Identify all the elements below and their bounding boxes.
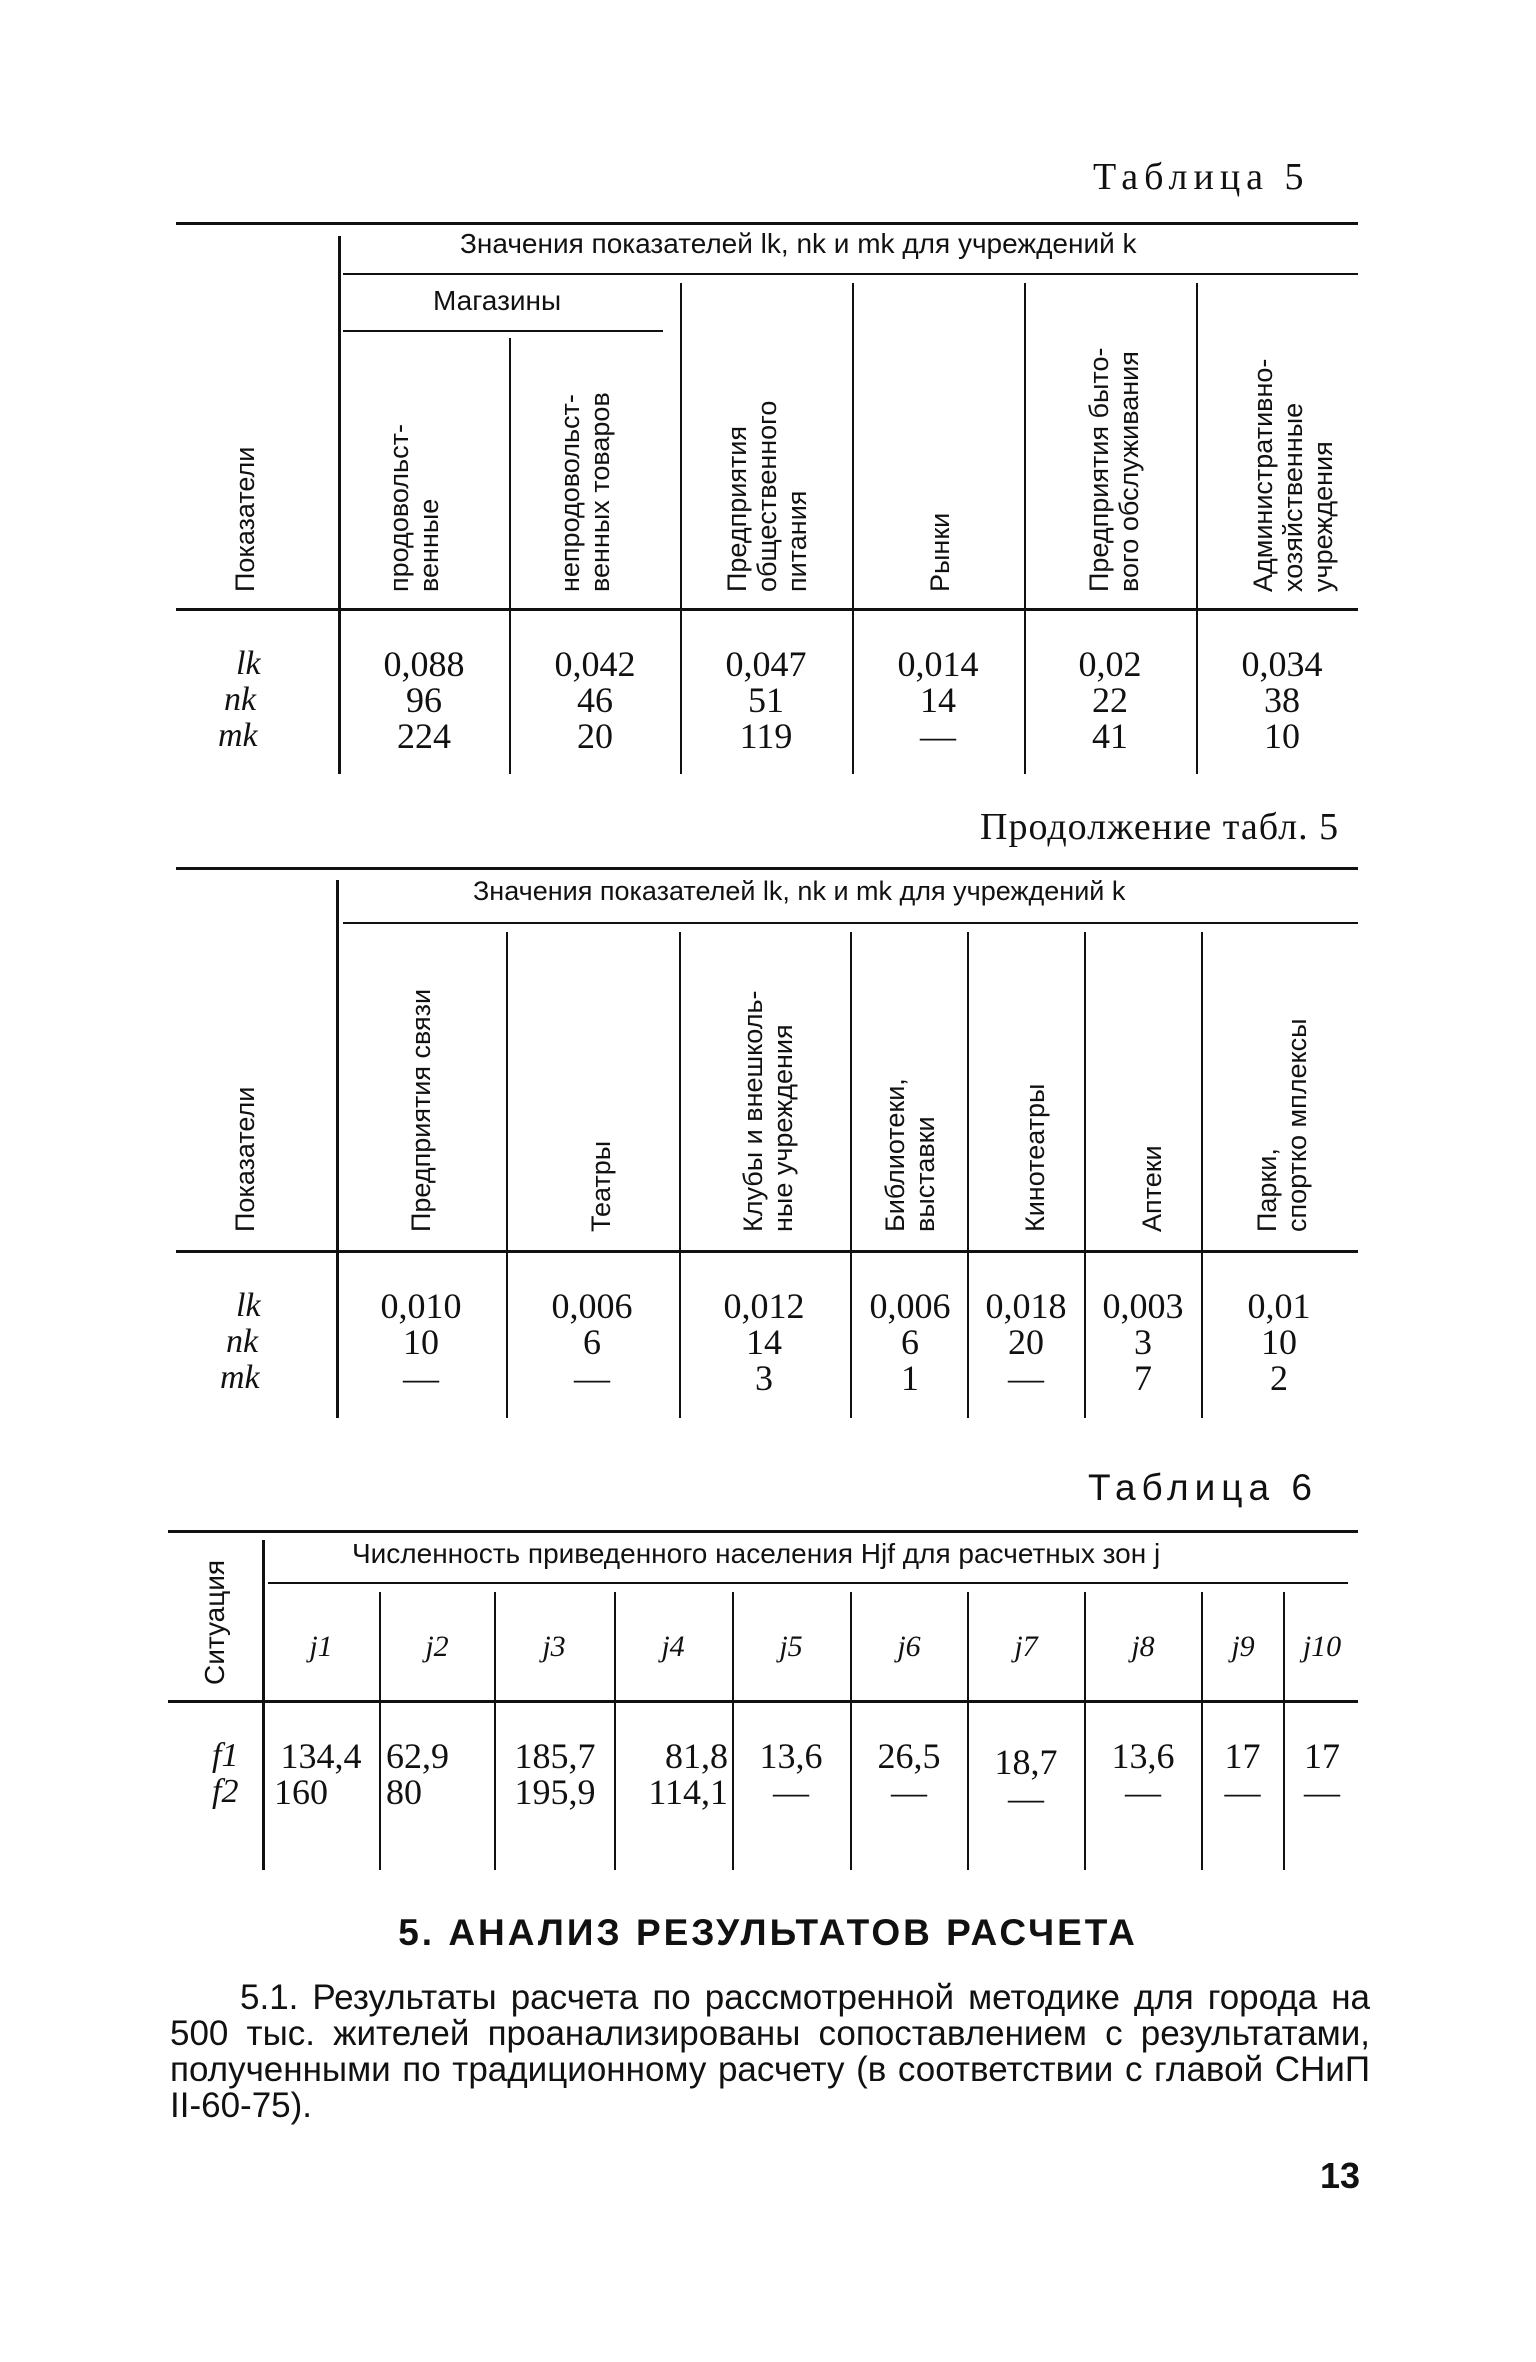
table5-col-header: продовольст- венные bbox=[384, 424, 444, 592]
table5-cont-col-header: Аптеки bbox=[1137, 1145, 1167, 1232]
table5-vline bbox=[509, 338, 511, 774]
table5-vline bbox=[680, 283, 682, 774]
table6-top-rule bbox=[168, 1530, 1358, 1533]
table6-col-header: j8 bbox=[1131, 1630, 1155, 1663]
table5-cell: 22 bbox=[1092, 680, 1128, 720]
table6-cell: 114,1 bbox=[648, 1772, 728, 1812]
table5-cont-col-header: Кинотеатры bbox=[1020, 1083, 1050, 1232]
table5-cell: 0,088 bbox=[383, 644, 465, 684]
section-paragraph: 5.1. Результаты расчета по рассмотренной методике для города на 500 тыс. жителей проанализированы сопоставлением с результатами, полученными по традиционному расчету (в соответствии с главой СНиП II-60-75). bbox=[170, 1978, 1370, 2125]
table5-vline bbox=[852, 283, 854, 774]
table5-col-header: Предприятия общественного питания bbox=[722, 400, 812, 592]
table5-cont-col-header: Парки, спортко мплексы bbox=[1252, 1018, 1312, 1232]
table6-cell: — bbox=[1224, 1772, 1261, 1812]
table5-col-header: Рынки bbox=[925, 512, 955, 592]
table6-col-header: j4 bbox=[661, 1630, 685, 1663]
table5-cell: 0,014 bbox=[897, 644, 979, 684]
table6-vline bbox=[614, 1592, 616, 1870]
table5-cont-cell: — bbox=[403, 1358, 439, 1398]
table6-cell: — bbox=[773, 1772, 809, 1812]
table5-cont-top-rule bbox=[176, 867, 1358, 870]
table5-cont-cell: — bbox=[574, 1358, 610, 1398]
table5-cont-cell: 0,006 bbox=[551, 1286, 633, 1326]
table5-shops-rule bbox=[343, 330, 663, 332]
table5-col-header: Предприятия быто- вого обслуживания bbox=[1084, 347, 1144, 592]
table6-cell: 17 bbox=[1224, 1736, 1261, 1776]
table5-group-header: Значения показателей lk, nk и mk для учреждений k bbox=[460, 228, 1137, 259]
table5-cont-cell: 10 bbox=[1261, 1322, 1297, 1362]
table5-col-header: непродовольст- венных товаров bbox=[555, 392, 615, 592]
table5-cell: 10 bbox=[1264, 716, 1300, 756]
table6-cell: 18,7 bbox=[994, 1742, 1058, 1782]
table5-cell: 224 bbox=[397, 716, 451, 756]
table5-cont-caption: Продолжение табл. 5 bbox=[980, 806, 1340, 848]
table5-cont-vline bbox=[850, 932, 852, 1418]
table5-cont-cell: 3 bbox=[755, 1358, 773, 1398]
table6-cell: — bbox=[1125, 1772, 1161, 1812]
table5-cont-vline bbox=[336, 880, 339, 1418]
table5-cont-cell: 6 bbox=[901, 1322, 919, 1362]
table6-cell: 195,9 bbox=[514, 1772, 596, 1812]
table6-vline bbox=[1084, 1592, 1086, 1870]
table5-cont-row-label: lk bbox=[236, 1287, 261, 1324]
table6-cell: 13,6 bbox=[1111, 1736, 1175, 1776]
table5-cell: 51 bbox=[748, 680, 784, 720]
table5-vline bbox=[338, 236, 341, 774]
table5-cont-col-header: Предприятия связи bbox=[406, 988, 436, 1232]
table5-cell: 119 bbox=[739, 716, 793, 756]
table5-cont-header-rule bbox=[176, 1250, 1358, 1253]
table5-cell: 38 bbox=[1264, 680, 1300, 720]
table6-vline bbox=[732, 1592, 734, 1870]
table6-cell: 62,9 bbox=[386, 1736, 449, 1776]
table5-cell: 41 bbox=[1092, 716, 1128, 756]
table5-cont-cell: — bbox=[1008, 1358, 1044, 1398]
table5-cont-row-header: Показатели bbox=[230, 1086, 260, 1232]
table5-cont-vline bbox=[1201, 932, 1203, 1418]
table5-shops-header: Магазины bbox=[433, 285, 562, 316]
table6-cell: 80 bbox=[386, 1772, 422, 1812]
table5-col-header: Административно- хозяйственные учреждения bbox=[1248, 358, 1338, 592]
table5-cont-vline bbox=[967, 932, 969, 1418]
table5-vline bbox=[1024, 283, 1026, 774]
section-title: 5. АНАЛИЗ РЕЗУЛЬТАТОВ РАСЧЕТА bbox=[398, 1912, 1138, 1953]
table5-cont-vline bbox=[679, 932, 681, 1418]
table5-group-rule bbox=[343, 273, 1358, 275]
table6-header-rule bbox=[168, 1700, 1358, 1703]
table5-cell: 0,034 bbox=[1241, 644, 1323, 684]
table5-cell: — bbox=[920, 716, 956, 756]
table6-group-rule bbox=[268, 1582, 1348, 1584]
table5-cont-cell: 20 bbox=[1008, 1322, 1044, 1362]
table6-cell: 160 bbox=[274, 1772, 328, 1812]
table5-cell: 14 bbox=[920, 680, 956, 720]
table5-cont-vline bbox=[1084, 932, 1086, 1418]
page-number: 13 bbox=[1319, 2155, 1360, 2196]
table6-col-header: j1 bbox=[309, 1630, 333, 1663]
table6-row-header: Ситуация bbox=[199, 1559, 230, 1685]
table6-cell: 134,4 bbox=[280, 1736, 362, 1776]
table5-row-label: mk bbox=[218, 717, 258, 754]
table5-cont-cell: 0,010 bbox=[380, 1286, 462, 1326]
table6-row-label: f2 bbox=[212, 1773, 239, 1810]
table5-row-label: nk bbox=[224, 681, 257, 718]
table6-vline bbox=[967, 1592, 969, 1870]
table5-row-header: Показатели bbox=[230, 446, 260, 592]
table5-cell: 96 bbox=[406, 680, 442, 720]
table5-cont-cell: 0,018 bbox=[985, 1286, 1067, 1326]
table6-cell: 26,5 bbox=[877, 1736, 941, 1776]
table6-col-header: j2 bbox=[425, 1630, 449, 1663]
table6-cell: 185,7 bbox=[514, 1736, 596, 1776]
table5-cont-col-header: Библиотеки, выставки bbox=[880, 1078, 940, 1232]
table5-cont-vline bbox=[506, 932, 508, 1418]
table6-vline bbox=[262, 1540, 265, 1870]
table5-cell: 46 bbox=[577, 680, 613, 720]
table5-cont-cell: 0,01 bbox=[1247, 1286, 1311, 1326]
table5-cont-group-rule bbox=[343, 922, 1358, 924]
table5-cont-cell: 14 bbox=[746, 1322, 782, 1362]
table5-row-label: lk bbox=[236, 645, 261, 682]
table6-col-header: j7 bbox=[1014, 1630, 1038, 1663]
table5-cell: 20 bbox=[577, 716, 613, 756]
table6-col-header: j9 bbox=[1231, 1630, 1255, 1663]
table6-vline bbox=[1201, 1592, 1203, 1870]
table5-cont-cell: 7 bbox=[1134, 1358, 1152, 1398]
table6-col-header: j6 bbox=[897, 1630, 921, 1663]
table5-cont-cell: 3 bbox=[1134, 1322, 1152, 1362]
table6-col-header: j5 bbox=[779, 1630, 803, 1663]
table5-header-rule bbox=[176, 608, 1358, 611]
table5-cont-cell: 6 bbox=[583, 1322, 601, 1362]
table5-cont-col-header: Клубы и внешколь- ные учреждения bbox=[738, 990, 798, 1232]
table6-cell: 17 bbox=[1304, 1736, 1340, 1776]
table5-cont-cell: 0,003 bbox=[1102, 1286, 1184, 1326]
table6-vline bbox=[1283, 1592, 1285, 1870]
table5-caption: Таблица 5 bbox=[1093, 156, 1310, 198]
table5-vline bbox=[1196, 283, 1198, 774]
table5-cell: 0,047 bbox=[725, 644, 807, 684]
table6-cell: — bbox=[891, 1772, 927, 1812]
table5-cont-group-header: Значения показателей lk, nk и mk для учреждений k bbox=[473, 876, 1126, 906]
table6-vline bbox=[379, 1592, 381, 1870]
table6-cell: 13,6 bbox=[759, 1736, 823, 1776]
table5-cont-row-label: nk bbox=[226, 1323, 259, 1360]
table5-top-rule bbox=[176, 222, 1358, 225]
table6-vline bbox=[850, 1592, 852, 1870]
table5-cont-row-label: mk bbox=[220, 1359, 260, 1396]
table6-col-header: j3 bbox=[542, 1630, 566, 1663]
table5-cont-cell: 0,012 bbox=[723, 1286, 805, 1326]
table6-row-label: f1 bbox=[212, 1737, 239, 1774]
table6-cell: 81,8 bbox=[665, 1736, 728, 1776]
table6-cell: — bbox=[1304, 1772, 1340, 1812]
table5-cont-col-header: Театры bbox=[586, 1140, 616, 1232]
table6-col-header: j10 bbox=[1302, 1630, 1342, 1663]
table6-cell: — bbox=[1008, 1778, 1044, 1818]
table5-cont-cell: 2 bbox=[1270, 1358, 1288, 1398]
table5-cont-cell: 1 bbox=[901, 1358, 919, 1398]
table6-group-header: Численность приведенного населения Hjf для расчетных зон j bbox=[352, 1538, 1161, 1569]
table5-cell: 0,042 bbox=[554, 644, 636, 684]
table5-cell: 0,02 bbox=[1078, 644, 1142, 684]
table6-vline bbox=[494, 1592, 496, 1870]
table6-caption: Таблица 6 bbox=[1088, 1467, 1318, 1508]
table5-cont-cell: 10 bbox=[403, 1322, 439, 1362]
table5-cont-cell: 0,006 bbox=[869, 1286, 951, 1326]
